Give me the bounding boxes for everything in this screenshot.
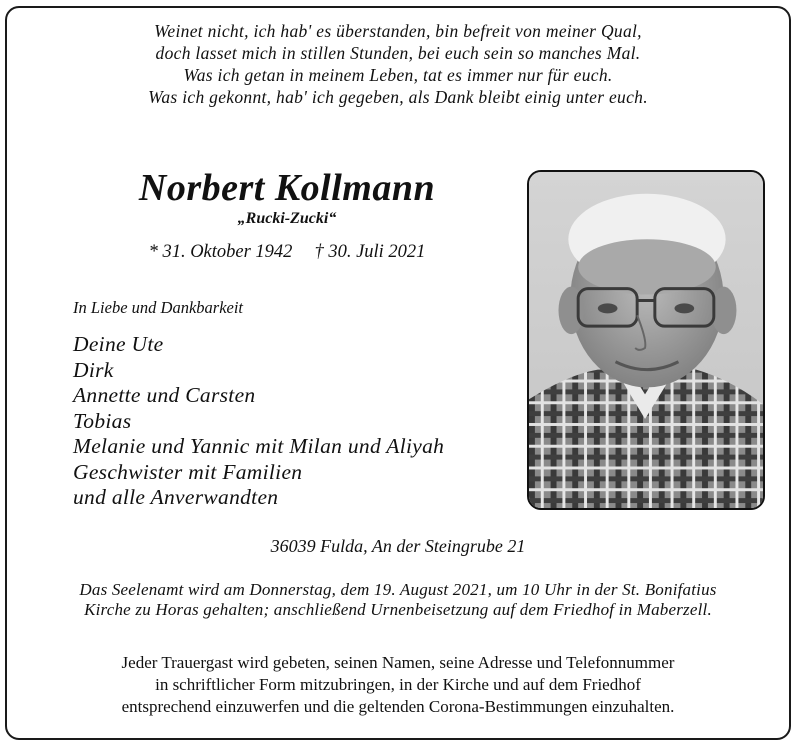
mourner-entry: Geschwister mit Familien bbox=[73, 459, 303, 484]
mourner-entry: Annette und Carsten bbox=[73, 383, 256, 407]
deceased-nickname: „Rucki-Zucki“ bbox=[237, 210, 337, 227]
death-date: † 30. Juli 2021 bbox=[314, 242, 426, 262]
birth-date: * 31. Oktober 1942 bbox=[148, 242, 293, 262]
service-line: Das Seelenamt wird am Donnerstag, dem 19. August 2021, um 10 Uhr in der St. Bonifatius bbox=[79, 580, 717, 599]
service-line: Kirche zu Horas gehalten; anschließend Urnenbeisetzung auf dem Friedhof in Maberzell. bbox=[84, 600, 712, 619]
poem-line: Weinet nicht, ich hab' es überstanden, bin befreit von meiner Qual, bbox=[154, 21, 642, 41]
mourner-entry: Tobias bbox=[73, 408, 132, 433]
poem-line: Was ich gekonnt, hab' ich gegeben, als Dank bleibt einig unter euch. bbox=[148, 87, 648, 107]
deceased-name: Norbert Kollmann bbox=[138, 167, 436, 209]
mourner-entry: und alle Anverwandten bbox=[73, 485, 279, 509]
obituary-frame bbox=[5, 6, 791, 740]
notice-line: entsprechend einzuwerfen und die geltenden Corona-Bestimmungen einzuhalten. bbox=[121, 697, 675, 716]
poem-line: Was ich getan in meinem Leben, tat es immer nur für euch. bbox=[183, 65, 613, 85]
mourners-list bbox=[73, 332, 444, 511]
address: 36039 Fulda, An der Steingrube 21 bbox=[270, 536, 526, 556]
mourner-entry: Deine Ute bbox=[73, 332, 164, 356]
mourners-intro: In Liebe und Dankbarkeit bbox=[73, 298, 244, 317]
mourner-entry: Melanie und Yannic mit Milan und Aliyah bbox=[73, 434, 445, 458]
corona-notice bbox=[7, 652, 789, 718]
poem-line: doch lasset mich in stillen Stunden, bei euch sein so manches Mal. bbox=[155, 43, 641, 63]
portrait-photo bbox=[527, 170, 765, 510]
notice-line: Jeder Trauergast wird gebeten, seinen Namen, seine Adresse und Telefonnummer bbox=[121, 653, 675, 672]
memorial-poem bbox=[7, 20, 789, 108]
mourner-entry: Dirk bbox=[73, 357, 114, 382]
service-info bbox=[7, 580, 789, 620]
portrait-image bbox=[529, 172, 763, 508]
notice-line: in schriftlicher Form mitzubringen, in der Kirche und auf dem Friedhof bbox=[155, 675, 641, 694]
life-dates bbox=[97, 242, 477, 263]
